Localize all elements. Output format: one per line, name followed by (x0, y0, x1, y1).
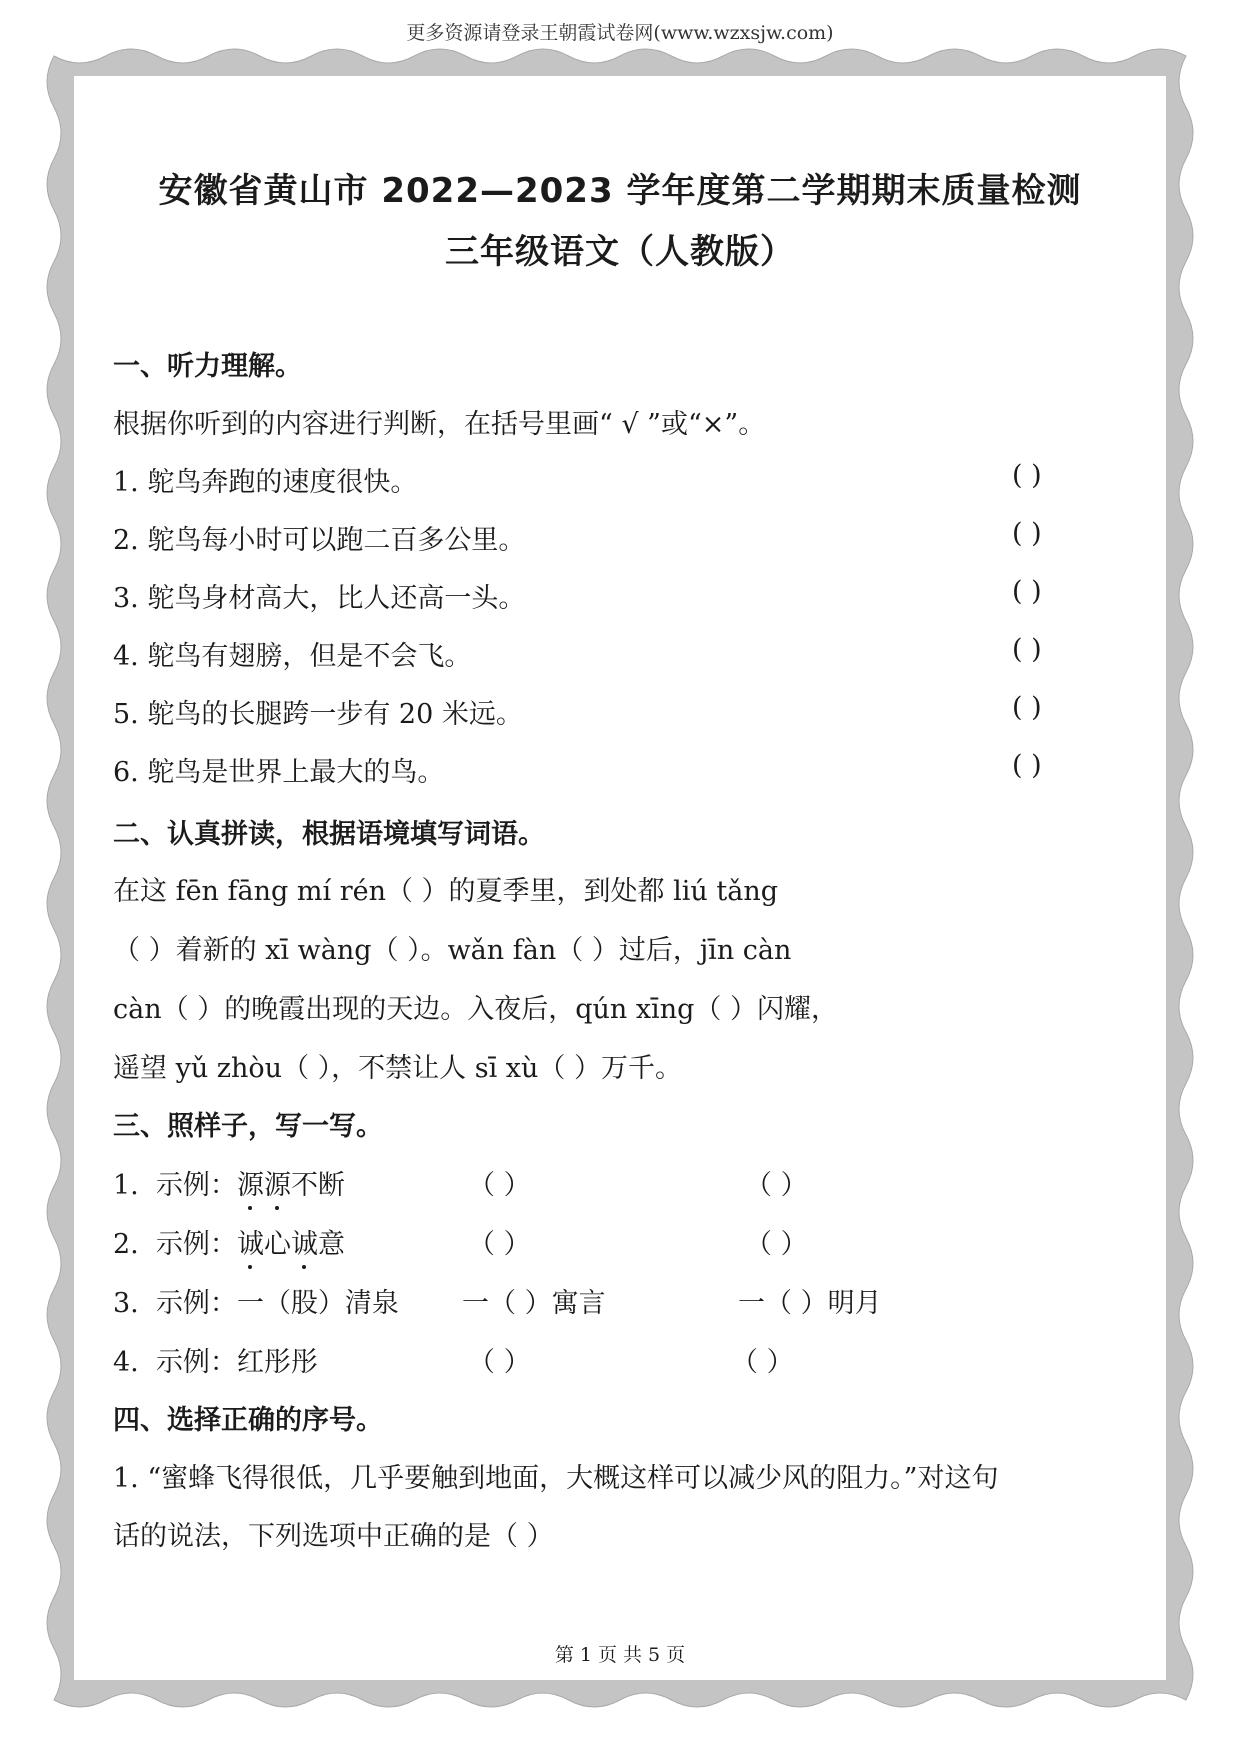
page-footer: 第 1 页 共 5 页 (554, 1644, 686, 1666)
answer-bracket-4[interactable]: ( ) (1012, 634, 1042, 665)
question-1-line-2: 话的说法，下列选项中正确的是（ ） (113, 1521, 554, 1552)
answer-blank[interactable]: 一（ ）明月 (738, 1288, 882, 1319)
dotted-char: 源 (237, 1163, 264, 1202)
example-label: 示例： (155, 1229, 237, 1260)
answer-blank[interactable]: （ ） (468, 1170, 531, 1201)
pinyin-line-1: 在这 fēn fāng mí rén（ ）的夏季里，到处都 liú tǎng (113, 876, 778, 907)
exam-title: 安徽省黄山市 2022—2023 学年度第二学期期末质量检测 (158, 171, 1082, 211)
example-text: 一（股）清泉 (236, 1288, 399, 1319)
dotted-char: 诚 (237, 1222, 264, 1261)
section3-heading: 三、照样子，写一写。 (113, 1111, 383, 1142)
example-number: 3. (113, 1288, 139, 1319)
example-row-1 (113, 1163, 345, 1202)
example-row-3 (113, 1281, 399, 1320)
example-number: 2. (113, 1229, 139, 1260)
watermark-header: 更多资源请登录王朝霞试卷网(www.wzxsjw.com) (406, 22, 834, 44)
example-label: 示例： (155, 1170, 237, 1201)
dotted-char: 源 (264, 1163, 291, 1202)
listening-item-3: 3. 鸵鸟身材高大，比人还高一头。 (113, 583, 526, 614)
listening-item-6: 6. 鸵鸟是世界上最大的鸟。 (113, 757, 445, 788)
example-number: 1. (113, 1170, 139, 1201)
question-1-line-1: 1. “蜜蜂飞得很低，几乎要触到地面，大概这样可以减少风的阻力。”对这句 (113, 1463, 999, 1494)
listening-item-2: 2. 鸵鸟每小时可以跑二百多公里。 (113, 525, 526, 556)
answer-blank[interactable]: （ ） (468, 1347, 531, 1378)
dotted-char: 诚 (291, 1222, 318, 1261)
example-text: 心 (263, 1229, 291, 1260)
answer-blank[interactable]: （ ） (745, 1229, 808, 1260)
answer-bracket-3[interactable]: ( ) (1012, 576, 1042, 607)
pinyin-line-3: càn（ ）的晚霞出现的天边。入夜后，qún xīng（ ）闪耀， (113, 994, 838, 1025)
example-label: 示例： (155, 1347, 237, 1378)
pinyin-line-2: （ ）着新的 xī wàng（ ）。wǎn fàn（ ）过后，jīn càn (113, 935, 792, 966)
exam-subtitle: 三年级语文（人教版） (445, 232, 795, 272)
example-number: 4. (113, 1347, 139, 1378)
listening-item-4: 4. 鸵鸟有翅膀，但是不会飞。 (113, 641, 472, 672)
pinyin-line-4: 遥望 yǔ zhòu（ ），不禁让人 sī xù（ ）万千。 (113, 1053, 683, 1084)
answer-bracket-6[interactable]: ( ) (1012, 750, 1042, 781)
example-text: 不断 (290, 1170, 345, 1201)
answer-blank[interactable]: （ ） (745, 1170, 808, 1201)
section4-heading: 四、选择正确的序号。 (113, 1405, 383, 1436)
example-label: 示例： (155, 1288, 237, 1319)
answer-bracket-5[interactable]: ( ) (1012, 692, 1042, 723)
section2-heading: 二、认真拼读，根据语境填写词语。 (113, 819, 545, 850)
listening-item-5: 5. 鸵鸟的长腿跨一步有 20 米远。 (113, 699, 523, 730)
section1-instruction: 根据你听到的内容进行判断，在括号里画“ √ ”或“×”。 (113, 409, 766, 440)
answer-bracket-1[interactable]: ( ) (1012, 460, 1042, 491)
answer-blank[interactable]: （ ） (468, 1229, 531, 1260)
answer-bracket-2[interactable]: ( ) (1012, 518, 1042, 549)
answer-blank[interactable]: （ ） (731, 1347, 794, 1378)
answer-blank[interactable]: 一（ ）寓言 (462, 1288, 606, 1319)
example-row-4 (113, 1340, 318, 1379)
example-text: 红彤彤 (236, 1347, 318, 1378)
example-row-2 (113, 1222, 345, 1261)
example-text: 意 (317, 1229, 345, 1260)
listening-item-1: 1. 鸵鸟奔跑的速度很快。 (113, 467, 418, 498)
section1-heading: 一、听力理解。 (113, 351, 302, 382)
